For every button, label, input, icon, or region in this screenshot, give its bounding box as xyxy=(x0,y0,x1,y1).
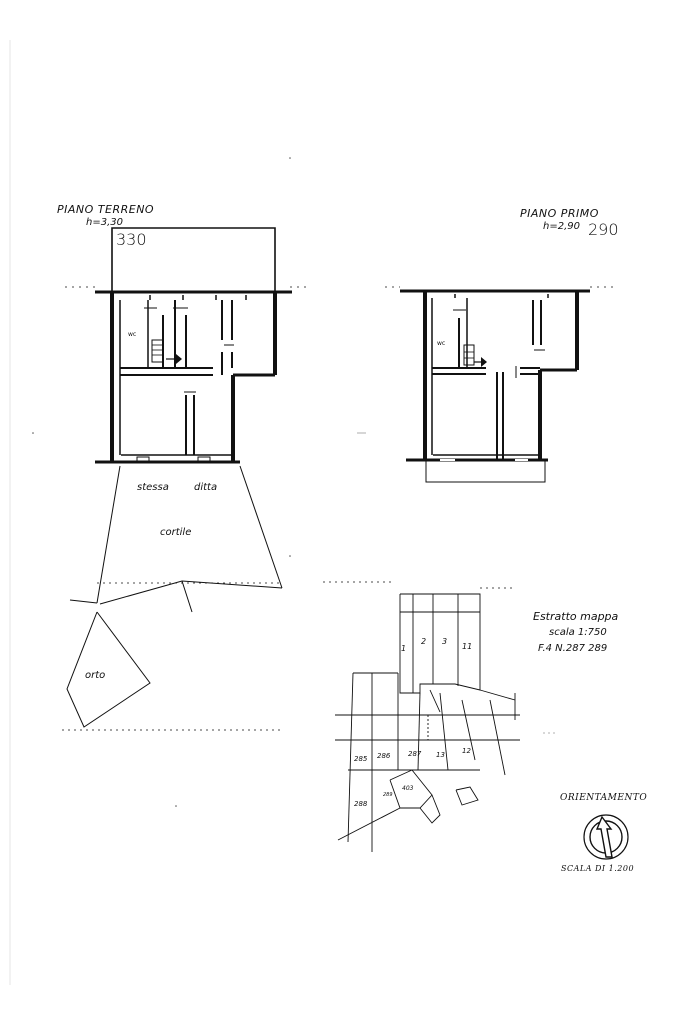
map-extract-reference: F.4 N.287 289 xyxy=(538,643,608,654)
orientation-scale: SCALA DI 1.200 xyxy=(561,864,635,873)
parcel-label: 11 xyxy=(462,642,473,651)
ground-floor-title: PIANO TERRENO xyxy=(57,203,155,216)
first-floor-plan xyxy=(385,287,615,482)
courtyard-owner-label-2: ditta xyxy=(194,482,218,493)
courtyard-and-garden xyxy=(62,466,282,730)
north-arrow-compass xyxy=(584,815,628,859)
ground-floor-height: h=3,30 xyxy=(86,217,123,228)
map-extract-drawing xyxy=(323,582,520,852)
parcel-label: 288 xyxy=(354,800,368,808)
map-extract-title: Estratto mappa xyxy=(533,610,619,623)
parcel-label: 12 xyxy=(462,747,471,755)
first-floor-height: h=2,90 xyxy=(543,221,580,232)
parcel-label: 3 xyxy=(442,637,448,646)
ground-floor-plan xyxy=(65,228,310,462)
ground-floor-height-handwritten: 330 xyxy=(116,230,147,249)
parcel-label: 2 xyxy=(421,637,427,646)
parcel-label: 287 xyxy=(408,750,422,758)
first-floor-wc-label: wc xyxy=(437,340,446,347)
parcel-label: 403 xyxy=(402,785,414,792)
parcel-label: 286 xyxy=(377,752,391,760)
parcel-label: 285 xyxy=(354,755,368,763)
garden-label: orto xyxy=(85,670,106,681)
courtyard-owner-label-1: stessa xyxy=(137,482,169,493)
first-floor-height-handwritten: 290 xyxy=(588,220,619,239)
parcel-label: 13 xyxy=(436,751,445,759)
courtyard-label: cortile xyxy=(160,527,192,538)
parcel-label: 289 xyxy=(383,792,393,798)
orientation-title: ORIENTAMENTO xyxy=(560,793,648,803)
first-floor-title: PIANO PRIMO xyxy=(520,207,599,220)
map-extract-scale: scala 1:750 xyxy=(549,627,607,638)
ground-floor-wc-label: wc xyxy=(128,331,137,338)
parcel-label: 1 xyxy=(401,644,407,653)
